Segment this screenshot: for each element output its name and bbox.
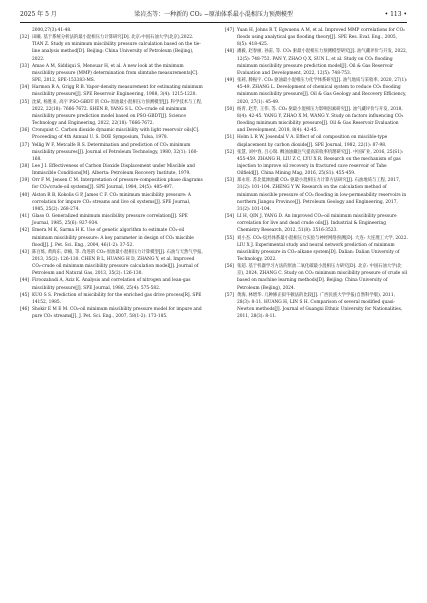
reference-item — [225, 48, 408, 77]
reference-text: 张超. 基于机器学习方法的原油二氧化碳最小混相压力研究[D]. 北京: 中国石油大学(北京), 2024. ZHANG C. Study on CO₂ minimum miscibility pressure of crude oil based on machine learning methods[D]. Beijing: China University of Petroleum (Beijing), 2024. — [237, 264, 408, 291]
header-title: 梁岩杰等：一种新的 CO₂ −原油体系最小混相压力预测模型 — [134, 11, 293, 18]
reference-item — [20, 177, 203, 191]
reference-item — [20, 99, 203, 128]
references-left-column — [20, 27, 203, 320]
references-right-column — [225, 27, 408, 320]
reference-number: [49] — [225, 78, 234, 84]
reference-text: LI H, QIN J, YANG D. An improved CO₂-oil minimum miscibility pressure correlation for live and dead crude oils[J]. Industrial & Engineering Chemistry Research, 2012, 51(8): 3516-3523. — [237, 214, 397, 234]
reference-number: [44] — [20, 278, 29, 284]
reference-number: [43] — [20, 249, 29, 255]
reference-number: [42] — [20, 228, 29, 234]
reference-item — [20, 163, 203, 177]
reference-number: [55] — [225, 235, 234, 241]
reference-text: Lee J I. Effectiveness of Carbon Dioxide Displacement under Miscible and Immiscible Conditions[M]. Alberta: Petroleum Recovery Institute, 1979. — [32, 163, 195, 177]
reference-item — [225, 134, 408, 148]
reference-number: [45] — [20, 292, 29, 298]
reference-number: [34] — [20, 85, 29, 91]
header-date: 2025 年 5 月 — [20, 11, 57, 18]
reference-text: Holm L R W, Josendal V A. Effect of oil composition on miscible-type displacement by carbon dioxide[J]. SPE Journal, 1982, 22(1): 87-98. — [237, 135, 388, 148]
reference-text: Orr F M, Jensen C M. Interpretation of pressure-composition phase diagrams for CO₂/crude-oil systems[J]. SPE Journal, 1984, 24(5): 485-497. — [32, 178, 203, 191]
reference-text: Alston R B, Kokolis G P, James C F. CO₂ minimum miscibility pressure: A correlation for impure CO₂ streams and live oil systems[J]. SPE Journal, 1985, 25(2): 268-274. — [32, 192, 191, 212]
reference-number: [41] — [20, 214, 29, 220]
reference-item — [225, 235, 408, 264]
reference-number: [33] — [20, 63, 29, 69]
reference-item — [20, 192, 203, 213]
reference-item — [20, 213, 203, 227]
reference-item — [225, 292, 408, 321]
reference-text: KUO S S. Prediction of miscibility for the enriched gas drive process[R]. SPE 14152, 1985. — [32, 292, 202, 305]
reference-text: Harmon R A, Grigg R B. Vapor-density measurement for estimating minimum miscibility pressure[J]. SPE Reservoir Engineering, 1988, 3(4): 1215-1220. — [32, 85, 203, 98]
reference-item — [20, 306, 203, 320]
reference-number: [39] — [20, 178, 29, 184]
reference-text: Shokir E M E M. CO₂-oil minimum miscibility pressure model for impure and pure CO₂ streams[J]. J. Pet. Sci. Eng., 2007, 58(1-2): 173-185. — [32, 307, 202, 320]
reference-text: 张莉, 滕振宇. CO₂ 驱油最小混相压力化学体系研究[J]. 油气地质与采收率, 2020, 27(1): 45-49. ZHANG L. Development of chemical system to reduce CO₂ flooding minimum miscibility pressure[J]. Oil & Gas Geology and Recovery Efficiency, 2020, 27(1): 45-49. — [237, 78, 408, 105]
reference-number: [40] — [20, 192, 29, 198]
reference-number: [37] — [20, 142, 29, 148]
reference-number: [48] — [225, 49, 234, 55]
reference-number: [50] — [225, 106, 234, 112]
reference-item — [20, 84, 203, 98]
reference-text: Yellig W F, Metcalfe R S. Determination and prediction of CO₂ minimum miscibility pressures[J]. Journal of Petroleum Technology, 1980, 32(1): 160-168. — [32, 142, 198, 162]
reference-item — [20, 63, 203, 84]
reference-item — [20, 34, 203, 63]
reference-text: Yuan H, Johns R T, Egwuenu A M, et al. Improved MMP correlations for CO₂ floods using analytical gas flooding theory[J]. SPE Res. Eval. Eng., 2005, 8(5): 418-425. — [237, 28, 405, 48]
reference-number: [38] — [20, 163, 29, 169]
reference-text: 郑永旺. 苏北低渗油藏 CO₂ 驱最小混相压力计算方法研究[J]. 石油地质与工程, 2017, 31(2): 101-104. ZHENG Y W. Research on the calculation method of minimum miscible pressure of CO₂ flooding in low-permeability reservoirs in northern Jiangsu Province[J]. Petroleum Geology and Engineering, 2017, 31(2): 101-104. — [237, 178, 407, 212]
reference-item — [20, 127, 203, 141]
reference-number: [35] — [20, 99, 29, 105]
reference-text: Emera M K, Sarma H K. Use of genetic algorithm to estimate CO₂-oil minimum miscibility pressure: A key parameter in design of CO₂ miscible flood[J]. J. Pet. Sci. Eng., 2004, 46(1-2): 37-52. — [32, 228, 194, 248]
running-header — [20, 8, 407, 23]
reference-item — [225, 106, 408, 135]
reference-item — [225, 27, 408, 48]
reference-text: 陈百炼, 黄海东, 章楠, 等. 改进的 CO₂-原油最小混相压力计算模型[J]. 石油与天然气学报, 2013, 35(2): 126-130. CHEN B L, HUANG H D, ZHANG Y, et al. Improved CO₂-crude oil minimum miscibility pressure calculation model[J]. Journal of Petroleum and Natural Gas, 2013, 35(2): 126-130. — [32, 249, 203, 277]
reference-number: [57] — [225, 292, 234, 298]
reference-number: [36] — [20, 128, 29, 134]
reference-number: [47] — [225, 28, 234, 33]
reference-number: [54] — [225, 214, 234, 220]
reference-text: Glaso O. Generalized minimum miscibility pressure correlation[J]. SPE Journal, 1985, 25(6): 927-934. — [32, 214, 188, 227]
reference-text: Amao A M, Siddiqui S, Menouar H, et al. A new look at the minimum miscibility pressure (MMP) determination from slimtube measurements[C]. SPE, 2012, SPE-153383-MS. — [32, 63, 199, 84]
reference-item — [225, 77, 408, 106]
reference-item — [20, 277, 203, 291]
reference-text: 黄海, 林增华. 几种修正拟牛顿法的比较[J]. 广西民族大学学报(自然科学版), 2011, 28(3): 8-11. HUANG H, LIN S H. Comparison of several modified quasi-Newton methods[J]. Journal of Guangxi Ethnic University for Nationalities, 2011, 28(3): 8-11. — [237, 292, 403, 320]
reference-number: [46] — [20, 307, 29, 313]
reference-item — [225, 263, 408, 292]
reference-item — [20, 27, 203, 34]
reference-item — [20, 227, 203, 248]
reference-text: 2000,27(3):41-48. — [32, 28, 72, 33]
reference-number: [52] — [225, 149, 234, 155]
page-number: • 113 • — [384, 11, 407, 18]
reference-number: [53] — [225, 178, 234, 184]
reference-text: 刘小杰. CO₂-烷烃体系最小混相压力实验与神经网络预测[D]. 大连: 大连理工大学, 2022. LIU X J. Experimental study and neural network prediction of minimum miscibility pressure in CO₂-alkane system[D]. Dalian: Dalian University of Technology, 2022. — [237, 235, 408, 262]
reference-text: 沈斌, 杨胜来, 高宇 PSO-GBDT 的 CO₂-原油最小混相压力预测模型[J]. 科学技术与工程, 2022, 22(18): 7666-7672. SHEN B, YANG S L. CO₂-crude oil minimum miscibility pressure prediction model based on PSO-GBDT[J]. Science Technology and Engineering, 2022, 22(18): 7666-7672. — [32, 99, 203, 127]
reference-text: 潘毅, 赵春丽, 孙雷, 等. CO₂ 驱最小混相压力预测模型研究[J]. 油气藏评价与开发, 2022, 12(5): 748-753. PAN Y, ZHAO Q X, SUN L, et al. Study on CO₂ flooding minimum miscibility pressure prediction model[J]. Oil & Gas Reservoir Evaluation and Development, 2022, 12(5): 748-753. — [237, 49, 408, 76]
reference-item — [225, 177, 408, 213]
reference-item — [20, 142, 203, 163]
reference-number: [32] — [20, 35, 29, 41]
reference-text: Cronquist C. Carbon dioxide dynamic miscibility with light reservoir oils[C]. Proceeding of 4th Annual U. S. DOE Symposium, Tulsa, 1978. — [32, 128, 200, 141]
reference-text: 杨青, 赵芳, 王伟, 等. CO₂ 驱最小混相压力影响因素研究[J]. 油气藏评价与开发, 2018, 8(4): 42-45. YANG Y, ZHAO X M, WANG Y. Study on factors influencing CO₂ flooding minimum miscibility pressure[J]. Oil & Gas Reservoir Evaluation and Development, 2018, 8(4): 42-45. — [237, 106, 404, 134]
reference-item — [225, 213, 408, 234]
reference-number: [56] — [225, 264, 234, 270]
reference-item — [225, 149, 408, 178]
reference-text: 张慧, 刘中春, 吕心瑞. 稠油油藏注气提高采收率机理研究[J]. 中国矿业, 2016, 25(S1): 455-459. ZHANG H, LIU Z C, LYU X R. Research on the mechanism of gas injection to improve oil recovery in fractured cave reservoir of Tahe Oilfield[J]. China Mining Mag, 2016, 25(S1): 455-459. — [237, 149, 404, 177]
reference-item — [20, 292, 203, 306]
reference-number: [51] — [225, 135, 234, 141]
reference-text: Firoozabadi A, Aziz K. Analysis and correlation of nitrogen and lean-gas miscibility pressure[J]. SPE Journal, 1986, 25(4): 575-582. — [32, 278, 191, 291]
reference-text: 田曦. 基于系统分析法的最小混相压力计算研究[D]. 北京:中国石油大学(北京),2022. TIAN Z. Study on minimum miscibility pressure calculation based on the tie-line analysis method[D]. Beijing: China University of Petroleum (Beijing), 2022. — [32, 35, 201, 62]
reference-item — [20, 249, 203, 278]
